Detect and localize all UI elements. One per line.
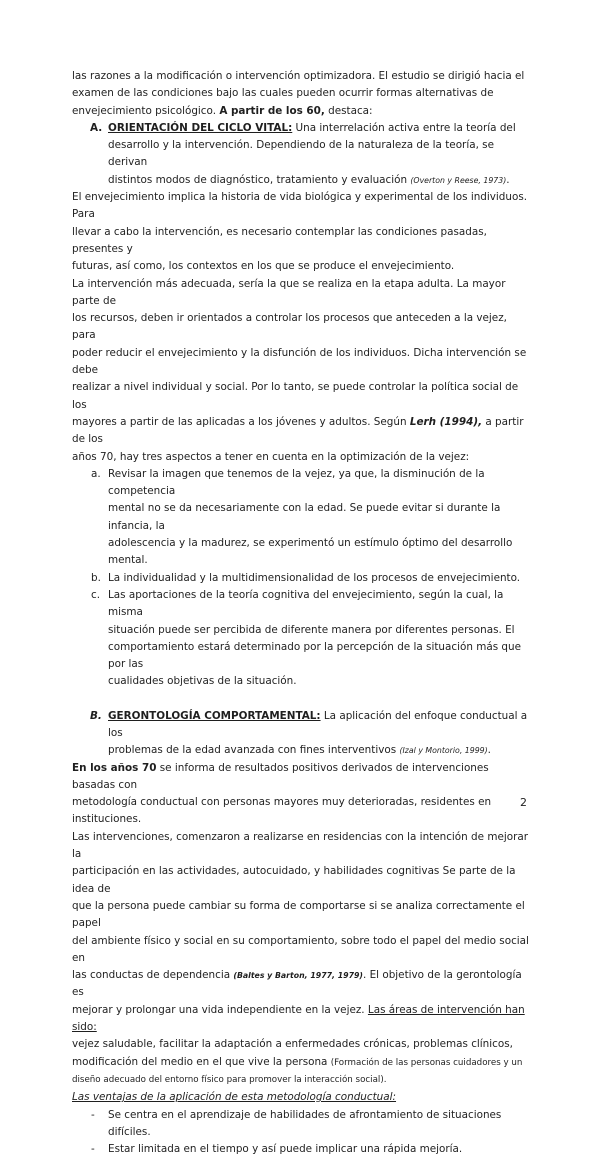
paragraph-3: En los años 70 se informa de resultados positivos derivados de intervenciones basadas con metodología conductual con personas mayores muy deterioradas, residentes en instituciones. Las intervenciones, comenzaron a realizarse en residencias con la intención de mejorar la participación en las actividades, autocuidado, y habilidades cognitivas Se parte de la idea de que la persona puede cambiar su forma de comportarse si se analiza correctamente el papel del ambiente físico y social en su comportamiento, sobre todo el papel del medio social en las conductas de dependencia (Baltes y Barton, 1977, 1979). El objetivo de la gerontología es mejorar y prolongar una vida independiente en la vejez. Las áreas de intervención han sido: vejez saludable, facilitar la adaptación a enfermedades crónicas, problemas clínicos, modificación del medio en el que vive la persona (Formación de las personas cuidadores y un diseño adecuado del entorno físico para promover la interacción social). xyxy=(72,761,529,1085)
dash-marker: - xyxy=(91,1143,95,1156)
intro-line: las razones a la modificación o intervención optimizadora. El estudio se dirigió hacia el xyxy=(72,70,525,82)
document-page xyxy=(72,68,532,1158)
section-b-label: B. xyxy=(90,709,102,722)
section-a-title: ORIENTACIÓN DEL CICLO VITAL: xyxy=(108,121,293,134)
bold-phrase: En los años 70 xyxy=(72,761,157,774)
intro-line: examen de las condiciones bajo las cuales pueden ocurrir formas alternativas de xyxy=(72,87,494,100)
section-a-label: A. xyxy=(90,121,103,134)
dash-marker: - xyxy=(91,1108,95,1121)
list-item-b: b. La individualidad y la multidimensionalidad de los procesos de envejecimiento. xyxy=(72,570,532,587)
ventajas-title: Las ventajas de la aplicación de esta metodología conductual: xyxy=(72,1091,397,1104)
citation: (Izal y Montorio, 1999) xyxy=(399,746,488,756)
page-number: 2 xyxy=(520,796,527,809)
section-b-title: GERONTOLOGÍA COMPORTAMENTAL: xyxy=(108,709,321,722)
bold-phrase: A partir de los 60, xyxy=(219,104,325,117)
paragraph-1: El envejecimiento implica la historia de vida biológica y experimental de los individuos. Para llevar a cabo la intervención, es necesario contemplar las condiciones pasadas, presentes y futuras, así como, los contextos en los que se produce el envejecimiento. xyxy=(72,191,528,273)
bullet-item: - Estar limitada en el tiempo y así puede implicar una rápida mejoría. xyxy=(72,1141,532,1158)
paragraph-2: La intervención más adecuada, sería la que se realiza en la etapa adulta. La mayor parte de los recursos, deben ir orientados a controlar los procesos que anteceden a la vejez, para poder reducir el envejecimiento y la disfunción de los individuos. Dicha intervención se debe realizar a nivel individual y social. Por lo tanto, se puede controlar la política social de los mayores a partir de las aplicadas a los jóvenes y adultos. Según Lerh (1994), a partir de los años 70, hay tres aspectos a tener en cuenta en la optimización de la vejez: xyxy=(72,277,527,463)
citation: Lerh (1994), xyxy=(409,415,483,428)
citation: (Baltes y Barton, 1977, 1979) xyxy=(233,971,363,981)
list-label: b. xyxy=(91,571,101,584)
underlined-phrase: Las áreas de intervención han sido: xyxy=(72,1003,525,1034)
list-item-c: c. Las aportaciones de la teoría cognitiva del envejecimiento, según la cual, la misma situación puede ser percibida de diferente manera por diferentes personas. El comportamiento estará determinado por la percepción de la situación más que por las cualidades objetivas de la situación. xyxy=(91,588,521,688)
section-a: A. ORIENTACIÓN DEL CICLO VITAL: Una interrelación activa entre la teoría del desarrollo y la intervención. Dependiendo de la naturaleza de la teoría, se derivan distintos modos de diagnóstico, tratamiento y evaluación (Overton y Reese, 1973). xyxy=(90,121,516,186)
citation: (Overton y Reese, 1973) xyxy=(410,175,507,185)
intro-line: envejecimiento psicológico. A partir de los 60, destaca: xyxy=(72,104,373,117)
list-label: a. xyxy=(91,467,101,480)
list-item-a: a. Revisar la imagen que tenemos de la vejez, ya que, la disminución de la competencia mental no se da necesariamente con la edad. Se puede evitar si durante la infancia, la adolescencia y la madurez, se experimentó un estímulo óptimo del desarrollo mental. xyxy=(91,467,513,567)
section-b: B. GERONTOLOGÍA COMPORTAMENTAL: La aplicación del enfoque conductual a los problemas de la edad avanzada con fines interventivos (Izal y Montorio, 1999). xyxy=(90,709,528,757)
list-label: c. xyxy=(91,588,101,601)
bullet-item: - Se centra en el aprendizaje de habilidades de afrontamiento de situaciones difíciles. xyxy=(91,1108,502,1138)
